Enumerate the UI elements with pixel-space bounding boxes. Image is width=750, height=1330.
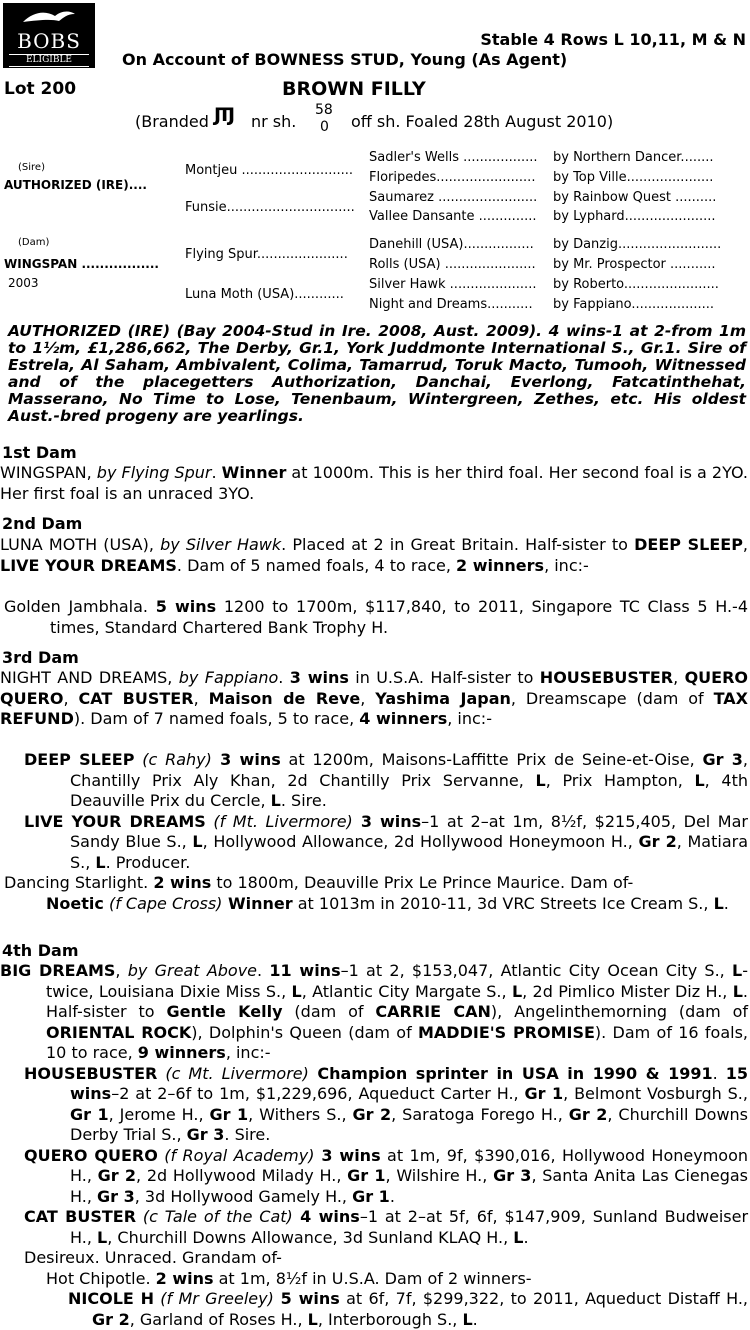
highlight: Yashima Japan <box>375 688 511 708</box>
text: , inc:- <box>225 1043 271 1062</box>
wins: 3 wins <box>289 668 349 687</box>
text: , 3d Hollywood Gamely H., <box>134 1186 353 1206</box>
grade: Gr 2 <box>92 1309 130 1329</box>
progeny-wins: 3 wins <box>211 750 281 769</box>
grade: L <box>511 981 523 1001</box>
text: –1 at 2–at 1m, 8½f, $215,405, Del Mar Sandy Blue S., <box>70 811 748 851</box>
text: , Belmont Vosburgh S., <box>563 1084 748 1103</box>
second-dam-section <box>0 535 748 576</box>
text: , <box>115 961 128 980</box>
text: –2 at 2–6f to 1m, $1,229,696, Aqueduct Carter H., <box>111 1084 525 1103</box>
text: . <box>278 668 290 687</box>
highlight: 2 winners <box>456 555 545 575</box>
progeny-sex: (f Royal Academy) <box>157 1145 315 1165</box>
progeny-name: Noetic <box>46 893 104 913</box>
grade: Gr 1 <box>70 1104 109 1124</box>
gen3-5: Danehill (USA)................. <box>369 237 534 252</box>
second-dam-sire: by Silver Hawk <box>160 535 282 554</box>
fourth-dam-section <box>0 961 748 1330</box>
progeny-entry <box>0 1289 748 1330</box>
text: , <box>360 688 376 708</box>
highlight: Gentle Kelly <box>166 1002 283 1021</box>
grade: L <box>713 893 724 913</box>
text: , Withers S., <box>248 1104 353 1124</box>
grade: Gr 1 <box>352 1186 390 1206</box>
second-dam-heading: 2nd Dam <box>2 514 83 533</box>
first-dam-sire: by Flying Spur <box>96 463 212 482</box>
third-dam-progeny <box>0 750 748 914</box>
grade: Gr 3 <box>493 1166 532 1185</box>
stable-location: Stable 4 Rows L 10,11, M & N <box>480 30 746 49</box>
text: . <box>472 1309 478 1329</box>
lot-number: Lot 200 <box>4 79 77 99</box>
first-dam-name: WINGSPAN, <box>0 463 97 482</box>
gen3-1: Sadler's Wells .................. <box>369 150 538 165</box>
text: , 2d Hollywood Milady H., <box>136 1166 348 1185</box>
dam-name: WINGSPAN ................. <box>4 257 159 271</box>
gen3-4: Vallee Dansante .............. <box>369 209 537 224</box>
progeny-entry <box>0 1146 748 1208</box>
text: , Chantilly Prix Aly Khan, 2d Chantilly Prix Servanne, <box>70 750 749 790</box>
progeny-entry <box>0 1064 748 1146</box>
grade: L <box>307 1309 318 1329</box>
progeny-wins: Winner <box>222 893 293 913</box>
gen4-3: by Rainbow Quest .......... <box>553 190 717 205</box>
logo-name: BOBS <box>17 29 81 53</box>
text: , Dreamscape (dam of <box>510 688 714 708</box>
progeny-name: LIVE YOUR DREAMS <box>24 811 206 831</box>
text: , Matiara S., <box>70 832 748 872</box>
sire-summary: AUTHORIZED (IRE) (Bay 2004-Stud in Ire. 2008, Aust. 2009). 4 wins-1 at 2-from 1m to 1½m, £1,286,662, The Derby, Gr.1, York Juddmonte International S., Gr.1. Sire of Estrela, Al Saham, Ambivalent, Colima, Tamarrud, Toruk Macto, Tumooh, Witnessed and of the placegetters Authorization, Danchai, Everlong, Fatcatinthehat, Masserano, No Time to Lose, Tenenbaum, Wintergreen, Zethes, etc. His oldest Aust.-bred progeny are yearlings. <box>8 322 746 425</box>
gen4-7: by Roberto....................... <box>553 277 719 292</box>
text: , 4th Deauville Prix du Cercle, <box>70 770 748 810</box>
text: –1 at 2–at 5f, 6f, $147,909, Sunland Budweiser H., <box>70 1207 749 1247</box>
text: at 1000m. This is her third foal. Her second foal is a 2YO. Her first foal is an unraced 3YO. <box>0 463 749 503</box>
progeny-entry <box>0 597 748 638</box>
grade: Gr 3 <box>186 1125 225 1144</box>
text: . <box>523 1227 529 1247</box>
highlight: TAX REFUND <box>0 688 749 728</box>
text: . Half-sister to <box>46 981 748 1021</box>
text: . <box>389 1186 395 1206</box>
progeny-sex: (f Cape Cross) <box>103 893 223 913</box>
progeny-name: Hot Chipotle. <box>46 1268 156 1288</box>
text: , inc:- <box>447 709 492 728</box>
text: –1 at 2, $153,047, Atlantic City Ocean City S., <box>340 961 733 980</box>
wins: 11 wins <box>269 961 341 980</box>
text: , <box>63 688 79 708</box>
grade: L <box>95 852 106 872</box>
text: ), Angelinthemorning (dam of <box>490 1002 749 1021</box>
bird-logo-icon <box>21 8 77 28</box>
grade: L <box>97 1227 108 1247</box>
grade: Gr 1 <box>209 1104 249 1124</box>
second-dam-progeny <box>0 597 748 638</box>
gen4-5: by Danzig......................... <box>553 237 722 252</box>
gen4-8: by Fappiano.................... <box>553 297 715 312</box>
text: at 1200m, Maisons-Laffitte Prix de Seine-et-Oise, <box>280 750 703 769</box>
gen2-dam-sire: Flying Spur...................... <box>185 247 348 262</box>
highlight: QUERO QUERO <box>0 668 749 708</box>
brand-mark: JTJ <box>214 104 233 126</box>
text: 1200 to 1700m, $117,840, to 2011, Singapore TC Class 5 H.-4 times, Standard Chartered Bank Trophy H. <box>50 597 748 637</box>
third-dam-sire: by Fappiano <box>178 668 279 687</box>
gen4-6: by Mr. Prospector ........... <box>553 257 716 272</box>
highlight: CAT BUSTER <box>78 688 194 708</box>
grade: Gr 3 <box>97 1186 135 1206</box>
highlight: MADDIE'S PROMISE <box>418 1022 595 1042</box>
progeny-wins: 3 wins <box>352 811 422 831</box>
grade: L <box>291 981 302 1001</box>
second-dam-name: LUNA MOTH (USA), <box>0 535 161 554</box>
progeny-sex: (c Tale of the Cat) <box>136 1207 293 1226</box>
gen3-7: Silver Hawk ..................... <box>369 277 537 292</box>
text: at 1013m in 2010-11, 3d VRC Streets Ice Cream S., <box>292 893 714 913</box>
gen2-sire-dam: Funsie............................... <box>185 200 355 215</box>
highlight: 9 winners <box>137 1043 226 1062</box>
text: , Atlantic City Margate S., <box>301 981 512 1001</box>
highlight: CARRIE CAN <box>375 1002 491 1021</box>
highlight: DEEP SLEEP <box>634 535 743 554</box>
fourth-dam-heading: 4th Dam <box>2 941 79 960</box>
highlight: LIVE YOUR DREAMS <box>0 555 177 575</box>
text: , <box>742 535 749 554</box>
text: , Saratoga Forego H., <box>391 1104 569 1124</box>
first-dam-wins: Winner <box>221 463 287 482</box>
fourth-dam-sire: by Great Above <box>127 961 258 980</box>
horse-title: BROWN FILLY <box>282 78 426 100</box>
progeny-sex: (f Mr Greeley) <box>154 1289 274 1308</box>
progeny-entry <box>0 894 748 915</box>
text: . <box>723 893 729 913</box>
vendor-account: On Account of BOWNESS STUD, Young (As Agent) <box>122 50 568 69</box>
text: , Hollywood Allowance, 2d Hollywood Honeymoon H., <box>202 832 639 851</box>
text: , Interborough S., <box>317 1309 463 1329</box>
progeny-name: CAT BUSTER <box>24 1207 137 1226</box>
grade: L <box>732 981 743 1001</box>
progeny-entry <box>0 812 748 874</box>
grade: L <box>694 770 705 790</box>
text: , Santa Anita Las Cienegas H., <box>70 1166 749 1206</box>
gen3-6: Rolls (USA) ...................... <box>369 257 536 272</box>
progeny-sex: (f Mt. Livermore) <box>205 811 353 831</box>
brand-bottom: 0 <box>320 119 329 135</box>
text: , Prix Hampton, <box>545 770 695 790</box>
text: , Garland of Roses H., <box>129 1309 308 1329</box>
grade: L <box>535 770 546 790</box>
text: , <box>193 688 209 708</box>
gen3-2: Floripedes........................ <box>369 170 536 185</box>
text: . Sire. <box>224 1125 271 1144</box>
third-dam-section <box>0 668 748 730</box>
third-dam-name: NIGHT AND DREAMS, <box>0 668 179 687</box>
progeny-name: QUERO QUERO <box>24 1145 158 1165</box>
grade: Gr 2 <box>568 1104 608 1124</box>
first-dam-heading: 1st Dam <box>2 443 77 462</box>
progeny-entry <box>0 750 748 812</box>
progeny-entry <box>0 873 748 894</box>
text: at 1m, 8½f in U.S.A. Dam of 2 winners- <box>213 1268 532 1288</box>
progeny-name: DEEP SLEEP <box>24 750 135 769</box>
gen4-1: by Northern Dancer........ <box>553 150 714 165</box>
text: . <box>257 961 270 980</box>
brand-rest: off sh. Foaled 28th August 2010) <box>351 112 614 131</box>
text: . <box>211 463 222 482</box>
progeny-entry <box>0 1269 748 1290</box>
brand-open: (Branded <box>135 112 209 131</box>
gen4-4: by Lyphard...................... <box>553 209 716 224</box>
third-dam-heading: 3rd Dam <box>2 648 79 667</box>
text: Desireux. Unraced. Grandam of- <box>24 1248 282 1267</box>
text: , Jerome H., <box>108 1104 210 1124</box>
grade: Gr 3 <box>702 750 743 769</box>
progeny-entry <box>0 1207 748 1248</box>
text: . Producer. <box>105 852 191 872</box>
progeny-wins: 15 wins <box>70 1063 749 1103</box>
text: . Placed at 2 in Great Britain. Half-sister to <box>281 535 635 554</box>
text: at 6f, 7f, $299,322, to 2011, Aqueduct Distaff H., <box>339 1289 749 1308</box>
progeny-wins: 3 wins <box>314 1145 381 1165</box>
progeny-wins: 2 wins <box>155 1268 214 1288</box>
text: , Wilshire H., <box>385 1166 494 1185</box>
highlight: HOUSEBUSTER <box>539 668 674 687</box>
text: ). Dam of 16 foals, 10 to race, <box>46 1022 748 1062</box>
progeny-name: Dancing Starlight. <box>4 873 154 892</box>
grade: Gr 2 <box>352 1104 392 1124</box>
progeny-name: Golden Jambhala. <box>4 597 156 616</box>
progeny-sex: (c Mt. Livermore) <box>157 1063 309 1083</box>
highlight: Maison de Reve <box>208 688 361 708</box>
progeny-entry <box>0 1248 748 1269</box>
champion-note: Champion sprinter in USA in 1990 & 1991 <box>308 1063 713 1083</box>
progeny-wins: 5 wins <box>273 1289 340 1308</box>
progeny-wins: 5 wins <box>155 597 217 616</box>
text: to 1800m, Deauville Prix Le Prince Maurice. Dam of- <box>211 873 634 892</box>
gen3-3: Saumarez ........................ <box>369 190 538 205</box>
progeny-wins: 4 wins <box>292 1207 360 1226</box>
grade: Gr 2 <box>97 1166 137 1185</box>
logo-sub: ELIGIBLE <box>9 54 89 67</box>
grade: L <box>732 961 743 980</box>
text: -twice, Louisiana Dixie Miss S., <box>46 961 749 1001</box>
text: . Dam of 5 named foals, 4 to race, <box>176 555 457 575</box>
gen2-dam-dam: Luna Moth (USA)............ <box>185 287 344 302</box>
dam-label: (Dam) <box>18 237 50 248</box>
gen2-sire-sire: Montjeu ........................... <box>185 163 354 178</box>
first-dam-section <box>0 463 748 504</box>
gen4-2: by Top Ville..................... <box>553 170 714 185</box>
sire-label: (Sire) <box>18 162 45 173</box>
bobs-eligible-logo <box>3 3 95 68</box>
brand-top: 58 <box>315 102 333 118</box>
text: . Sire. <box>280 791 327 810</box>
text: , inc:- <box>544 555 589 575</box>
text: at 1m, 9f, $390,016, Hollywood Honeymoon H., <box>70 1145 749 1185</box>
grade: L <box>513 1227 524 1247</box>
text: , Churchill Downs Allowance, 3d Sunland KLAQ H., <box>107 1227 514 1247</box>
text: ), Dolphin's Queen (dam of <box>191 1022 418 1042</box>
grade: L <box>270 791 281 810</box>
gen3-8: Night and Dreams........... <box>369 297 533 312</box>
text: in U.S.A. Half-sister to <box>348 668 540 687</box>
text: , <box>673 668 685 687</box>
text: , Churchill Downs Derby Trial S., <box>70 1104 749 1144</box>
dam-year: 2003 <box>8 276 39 290</box>
progeny-name: NICOLE H <box>68 1289 154 1308</box>
brand-nr: nr sh. <box>251 112 297 131</box>
text: ). Dam of 7 named foals, 5 to race, <box>73 709 360 728</box>
progeny-wins: 2 wins <box>153 873 212 892</box>
progeny-name: HOUSEBUSTER <box>24 1063 158 1083</box>
grade: Gr 1 <box>524 1084 564 1103</box>
text: . <box>712 1063 726 1083</box>
highlight: 4 winners <box>359 709 448 728</box>
grade: L <box>462 1309 473 1329</box>
fourth-dam-name: BIG DREAMS <box>0 961 116 980</box>
text: , 2d Pimlico Mister Diz H., <box>522 981 733 1001</box>
highlight: ORIENTAL ROCK <box>46 1022 192 1042</box>
grade: Gr 2 <box>638 832 677 851</box>
grade: Gr 1 <box>347 1166 386 1185</box>
grade: L <box>192 832 203 851</box>
text: (dam of <box>282 1002 376 1021</box>
progeny-sex: (c Rahy) <box>134 750 212 769</box>
sire-name: AUTHORIZED (IRE).... <box>4 178 147 192</box>
